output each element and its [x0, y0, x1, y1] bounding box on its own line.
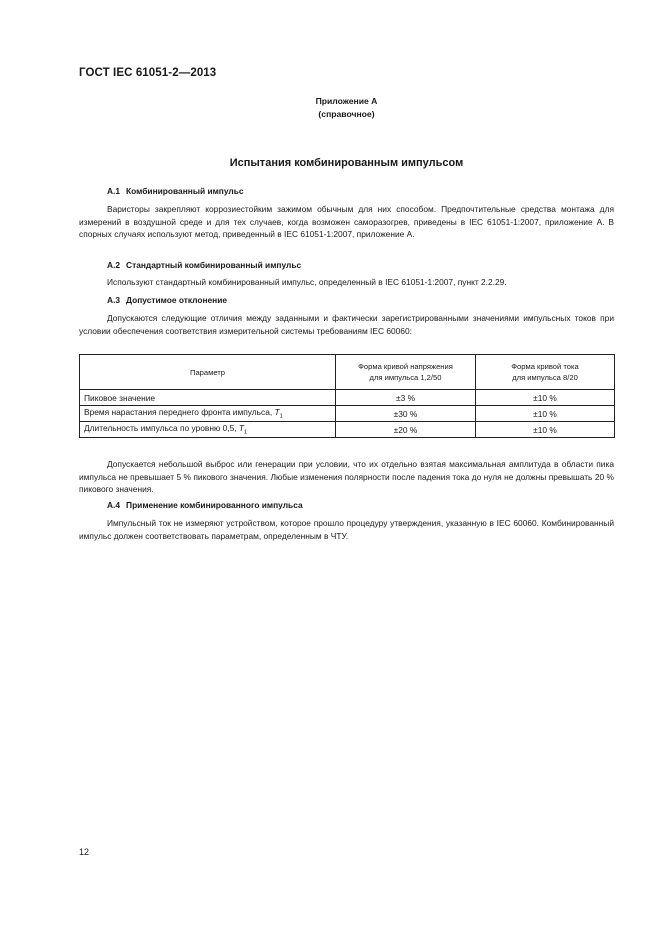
section-number: А.3 [107, 295, 121, 305]
section-title: Стандартный комбинированный импульс [126, 260, 302, 270]
annex-subtitle: (справочное) [318, 109, 375, 119]
section-heading-a1 [107, 186, 244, 196]
param-symbol: T [274, 407, 280, 418]
paragraph-a1: Варисторы закрепляют коррозиестойким зажимом обычным для них способом. Предпочтительные средства монтажа для измерений в воздушной среде и для тех случаев, когда возможен саморазогрев, приведены в IEC 61051-1:2007, приложение А. В спорных случаях используют метод, приведенный в IEC 61051-1:2007, приложение А. [79, 204, 614, 239]
cell-param [80, 390, 336, 406]
cell-voltage: ±30 % [336, 406, 476, 422]
header-voltage-line2: для импульса 1,2/50 [369, 373, 442, 382]
annex-title: Приложение А [315, 96, 378, 106]
header-current-line1: Форма кривой тока [511, 362, 579, 371]
header-voltage [336, 355, 476, 390]
paragraph-a3-after-table: Допускается небольшой выброс или генерации при условии, что их отдельно взятая максимальная амплитуда в области пика импульса не превышает 5 % пикового значения. Любые изменения полярности после падения тока до нуля не должны превышать 20 % пикового значения. [79, 459, 614, 494]
paragraph-a3: Допускаются следующие отличия между заданными и фактически зарегистрированными значениями импульсных токов при условии обеспечения соответствия измерительной системы требованиям IEC 60060: [79, 313, 614, 336]
page-number: 12 [79, 847, 90, 857]
cell-current: ±10 % [476, 406, 615, 422]
table-row [80, 406, 615, 422]
table-header-row [80, 355, 615, 390]
tolerance-table [79, 354, 615, 438]
paragraph-a4: Импульсный ток не измеряют устройством, которое прошло процедуру утверждения, указанную в IEC 60060. Комбинированный импульс должен соответствовать параметрам, определенным в ЧТУ. [79, 518, 614, 541]
cell-voltage: ±3 % [336, 390, 476, 406]
param-text: Пиковое значение [84, 392, 156, 403]
param-symbol: T [238, 423, 245, 434]
main-title: Испытания комбинированным импульсом [229, 157, 464, 169]
section-title: Допустимое отклонение [126, 295, 228, 305]
header-voltage-line1: Форма кривой напряжения [358, 362, 453, 371]
section-title: Комбинированный импульс [126, 186, 244, 196]
section-number: А.2 [107, 260, 121, 270]
section-heading-a4 [107, 500, 303, 510]
section-heading-a3 [107, 295, 227, 305]
param-subscript: 1 [244, 429, 248, 436]
section-number: А.1 [107, 186, 121, 196]
header-param: Параметр [80, 355, 336, 390]
section-heading-a2 [107, 260, 301, 270]
document-header: ГОСТ IEC 61051-2—2013 [79, 67, 217, 79]
section-number: А.4 [107, 500, 121, 510]
table-row [80, 390, 615, 406]
header-current-line2: для импульса 8/20 [512, 373, 578, 382]
cell-voltage: ±20 % [336, 422, 476, 438]
cell-param [80, 406, 336, 422]
param-text: Время нарастания переднего фронта импульса, [84, 407, 275, 418]
cell-current: ±10 % [476, 422, 615, 438]
header-current [476, 355, 615, 390]
table-row [80, 422, 615, 438]
param-text: Длительность импульса по уровню 0,5, [84, 423, 239, 434]
section-title: Применение комбинированного импульса [126, 500, 303, 510]
cell-param [80, 422, 336, 438]
param-subscript: 1 [279, 413, 283, 420]
paragraph-a2: Используют стандартный комбинированный импульс, определенный в IEC 61051-1:2007, пункт 2.2.29. [107, 277, 507, 287]
cell-current: ±10 % [476, 390, 615, 406]
